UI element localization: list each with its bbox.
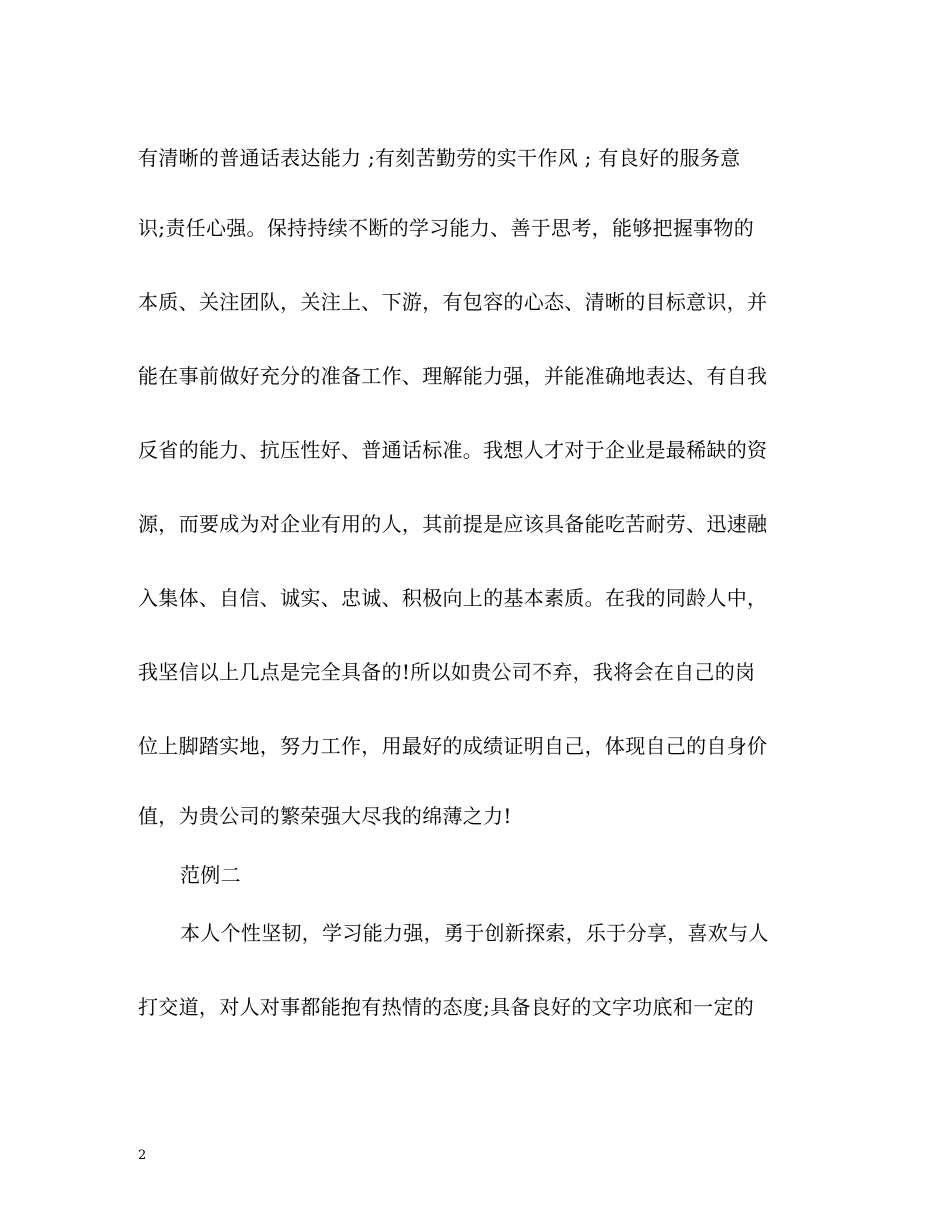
paragraph-line: 值，为贵公司的繁荣强大尽我的绵薄之力! [138, 804, 512, 828]
paragraph-line: 识;责任心强。保持持续不断的学习能力、善于思考，能够把握事物的 [138, 216, 755, 240]
page-number: 2 [138, 1148, 147, 1163]
paragraph-line: 打交道，对人对事都能抱有热情的态度;具备良好的文字功底和一定的 [138, 995, 755, 1019]
paragraph-line: 本人个性坚韧，学习能力强，勇于创新探索，乐于分享，喜欢与人 [180, 921, 769, 945]
paragraph-line: 有清晰的普通话表达能力 ;有刻苦勤劳的实干作风 ; 有良好的服务意 [138, 146, 741, 170]
paragraph-line: 我坚信以上几点是完全具备的!所以如贵公司不弃，我将会在自己的岗 [138, 660, 756, 684]
section-heading: 范例二 [180, 863, 241, 887]
paragraph-line: 本质、关注团队，关注上、下游，有包容的心态、清晰的目标意识，并 [138, 290, 768, 314]
paragraph-line: 位上脚踏实地，努力工作，用最好的成绩证明自己，体现自己的自身价 [138, 734, 768, 758]
paragraph-line: 入集体、自信、诚实、忠诚、积极向上的基本素质。在我的同龄人中， [138, 586, 768, 610]
paragraph-line: 反省的能力、抗压性好、普通话标准。我想人才对于企业是最稀缺的资 [138, 438, 768, 462]
paragraph-line: 源，而要成为对企业有用的人，其前提是应该具备能吃苦耐劳、迅速融 [138, 512, 768, 536]
paragraph-line: 能在事前做好充分的准备工作、理解能力强，并能准确地表达、有自我 [138, 364, 768, 388]
